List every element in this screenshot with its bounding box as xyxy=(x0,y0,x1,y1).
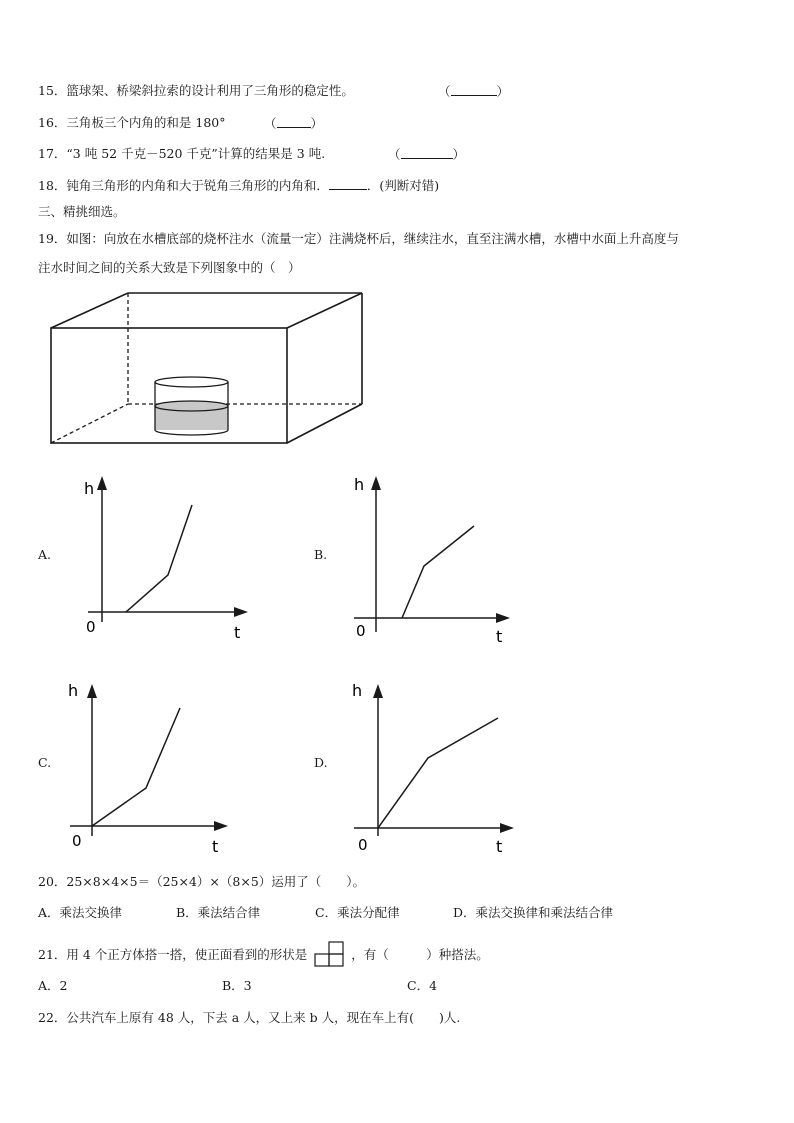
graph-c-curve xyxy=(92,708,180,826)
graph-a-curve xyxy=(126,505,192,612)
beaker xyxy=(155,377,228,435)
answer-blank[interactable] xyxy=(277,115,311,128)
question-19-line-2: 注水时间之间的关系大致是下列图象中的（ ） xyxy=(38,260,301,275)
q21-option-a[interactable]: A．2 xyxy=(38,978,68,993)
option-b-label[interactable]: B. xyxy=(314,547,328,562)
axis-h-label: h xyxy=(84,479,95,498)
q20-option-b[interactable]: B．乘法结合律 xyxy=(176,905,261,920)
option-a-label[interactable]: A. xyxy=(38,547,52,562)
q21-option-b[interactable]: B．3 xyxy=(222,978,252,993)
q20-option-c[interactable]: C．乘法分配律 xyxy=(315,905,400,920)
question-15 xyxy=(38,83,354,99)
front-view-shape-icon xyxy=(313,941,345,967)
question-17-answer-bracket[interactable]: （ ） xyxy=(388,147,466,162)
q21-option-c[interactable]: C．4 xyxy=(407,978,438,993)
question-22: 22．公共汽车上原有 48 人，下去 a 人，又上来 b 人，现在车上有( )人. xyxy=(38,1010,461,1025)
axis-h-label: h xyxy=(352,681,363,700)
question-16 xyxy=(38,115,226,131)
origin-label: 0 xyxy=(356,622,366,640)
axis-h-label: h xyxy=(68,681,79,700)
question-16-text: 16．三角板三个内角的和是 180° xyxy=(38,115,226,130)
question-19-line-1: 19．如图：向放在水槽底部的烧杯注水（流量一定）注满烧杯后，继续注水，直至注满水槽，水槽中水面上升高度与 xyxy=(38,231,679,246)
answer-blank[interactable] xyxy=(451,83,497,96)
graph-d[interactable] xyxy=(348,680,528,855)
axis-t-label: t xyxy=(212,837,219,855)
question-21: 21．用 4 个正方体搭一搭，使正面看到的形状是 ，有（ ）种搭法。 xyxy=(38,941,489,967)
graph-a[interactable] xyxy=(78,470,258,645)
q20-option-d[interactable]: D．乘法交换律和乘法结合律 xyxy=(453,905,614,920)
question-17-text: 17．“3 吨 52 千克－520 千克”计算的结果是 3 吨. xyxy=(38,146,326,161)
graph-d-curve xyxy=(378,718,498,828)
graph-b[interactable] xyxy=(348,470,528,645)
question-15-text: 15．篮球架、桥梁斜拉索的设计利用了三角形的稳定性。 xyxy=(38,83,354,98)
question-16-answer-bracket[interactable]: （ ） xyxy=(264,116,324,131)
graph-c[interactable] xyxy=(62,680,242,855)
section-heading: 三、精挑细选。 xyxy=(38,204,126,219)
graph-b-curve xyxy=(402,526,474,618)
origin-label: 0 xyxy=(358,836,368,854)
question-20: 20．25×8×4×5＝（25×4）×（8×5）运用了（ ）。 xyxy=(38,874,366,889)
axis-t-label: t xyxy=(496,837,503,855)
origin-label: 0 xyxy=(86,618,96,636)
axis-h-label: h xyxy=(354,475,365,494)
origin-label: 0 xyxy=(72,832,82,850)
water-tank-diagram xyxy=(40,286,370,450)
option-d-label[interactable]: D. xyxy=(314,755,328,770)
axis-t-label: t xyxy=(496,627,503,645)
option-c-label[interactable]: C. xyxy=(38,755,52,770)
q20-option-a[interactable]: A．乘法交换律 xyxy=(38,905,123,920)
answer-blank[interactable] xyxy=(329,177,367,190)
question-15-answer-bracket[interactable]: （ ） xyxy=(438,84,510,99)
answer-blank[interactable] xyxy=(401,146,453,159)
question-18: 18．钝角三角形的内角和大于锐角三角形的内角和． ．(判断对错) xyxy=(38,178,440,193)
axis-t-label: t xyxy=(234,623,241,642)
question-17 xyxy=(38,146,325,162)
